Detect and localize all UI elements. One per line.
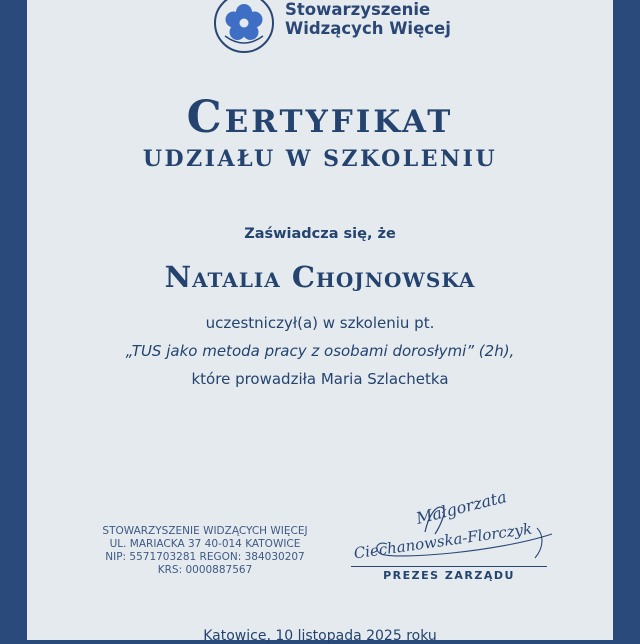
certificate-page xyxy=(27,0,613,644)
organization-name xyxy=(285,0,451,38)
attestation-text: Zaświadcza się, że xyxy=(244,226,396,242)
signature-line xyxy=(351,566,547,567)
place-and-date: Katowice, 10 listopada 2025 roku xyxy=(203,628,437,644)
signature-last-name: Ciechanowska-Florczyk xyxy=(352,519,534,563)
recipient-name: Natalia Chojnowska xyxy=(164,260,476,294)
trainer-text: które prowadziła Maria Szlachetka xyxy=(191,370,449,388)
org-name-line2: Widzących Więcej xyxy=(285,19,451,38)
address-line: KRS: 0000887567 xyxy=(157,564,253,576)
certificate-subtitle: UDZIAŁU W SZKOLENIU xyxy=(142,146,498,172)
participation-text: uczestniczył(a) w szkoleniu pt. xyxy=(205,314,435,332)
address-line: STOWARZYSZENIE WIDZĄCYCH WIĘCEJ xyxy=(102,525,308,537)
signer-role: PREZES ZARZĄDU xyxy=(383,569,515,582)
address-line: NIP: 5571703281 REGON: 384030207 xyxy=(105,551,305,563)
training-title: „TUS jako metoda pracy z osobami dorosłymi” (2h), xyxy=(125,342,515,360)
org-name-line1: Stowarzyszenie xyxy=(285,0,431,19)
signature-first-name: Małgorzata xyxy=(414,487,509,528)
address-line: UL. MARIACKA 37 40-014 KATOWICE xyxy=(109,538,301,550)
organization-address-block xyxy=(77,525,333,577)
forget-me-not-flower-icon xyxy=(213,0,275,54)
certificate-title: Certyfikat xyxy=(186,92,454,143)
